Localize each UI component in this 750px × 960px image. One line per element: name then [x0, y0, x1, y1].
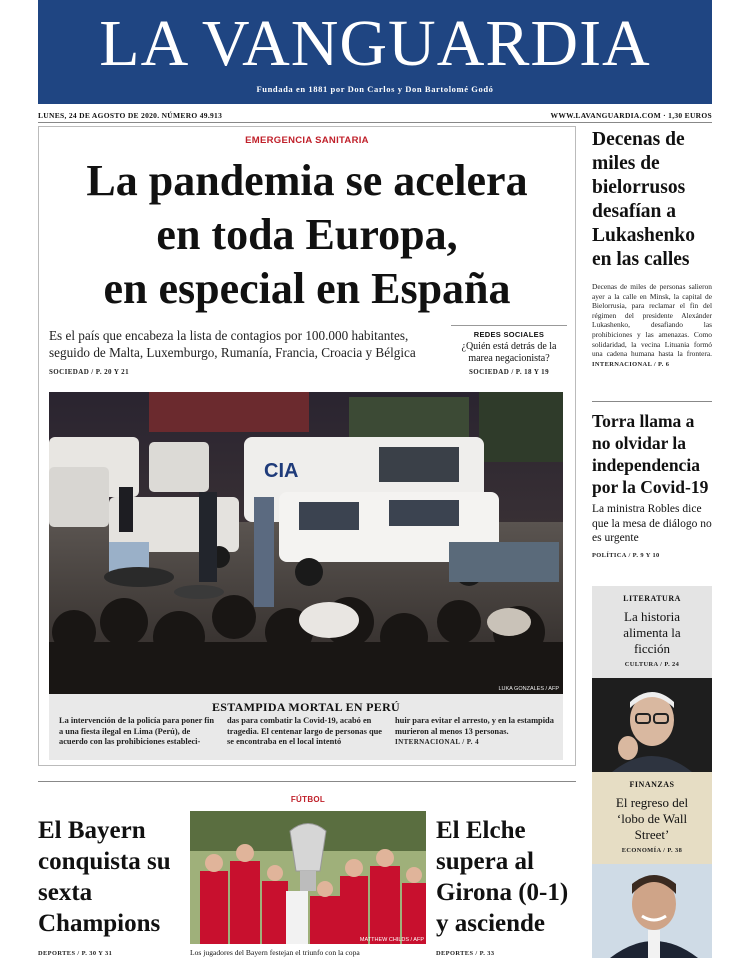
divider [38, 781, 576, 782]
torra-subhead: La ministra Robles dice que la mesa de diálogo no es urgente [592, 503, 712, 544]
torra-story [592, 410, 712, 559]
peru-stampede-photo [49, 392, 563, 694]
photo-credit: LUKA GONZALES / AFP [498, 686, 559, 692]
side-column [592, 128, 712, 369]
caption-text: huir para evitar el arresto, y en la estampida murieron al menos 13 personas. [395, 716, 554, 736]
date-and-issue: LUNES, 24 DE AGOSTO DE 2020. NÚMERO 49.913 [38, 111, 223, 120]
finance-section-ref: ECONOMÍA / P. 38 [621, 847, 683, 854]
headline-line: La pandemia se acelera [86, 156, 528, 205]
literature-box[interactable] [592, 586, 712, 678]
teaser-text: ¿Quién está detrás de la marea negacionista? [461, 341, 557, 364]
wolf-portrait [592, 864, 712, 958]
teaser-kicker: REDES SOCIALES [473, 330, 545, 339]
bayern-headline[interactable]: El Bayern conquista su sexta Champions [38, 817, 171, 937]
bayern-celebration-photo [190, 811, 426, 944]
caption-section-ref[interactable]: INTERNACIONAL / P. 4 [395, 738, 479, 747]
finance-text: El regreso del ‘lobo de Wall Street’ [615, 795, 689, 842]
belarus-body [592, 282, 712, 369]
teaser-section-ref: SOCIEDAD / P. 18 Y 19 [469, 368, 549, 376]
belarus-section-ref[interactable]: INTERNACIONAL / P. 6 [592, 360, 670, 368]
wolf-photo[interactable] [592, 864, 712, 958]
belarus-text: Decenas de miles de personas salieron ayer a la calle en Minsk, la capital de Bielorrusia, para reclamar el fin del régimen del presidente Alexánder Lukashenko, desafiando las prohibiciones y las amenazas. Como solidaridad, la vecina Lituania formó una cadena humana hasta la frontera. [592, 282, 712, 359]
photo-title: ESTAMPIDA MORTAL EN PERÚ [211, 700, 400, 714]
finance-box[interactable] [592, 772, 712, 864]
main-standfirst: Es el país que encabeza la lista de contagios por 100.000 habitantes, seguido de Malta, Luxemburgo, Rumanía, Francia, Croacia y Bélgica [49, 328, 416, 360]
social-teaser[interactable] [451, 325, 567, 376]
literature-kicker: LITERATURA [623, 594, 681, 603]
football-kicker: FÚTBOL [290, 795, 326, 804]
main-photo[interactable] [49, 392, 563, 694]
torra-section-ref[interactable]: POLÍTICA / P. 9 Y 10 [592, 551, 660, 559]
main-kicker: EMERGENCIA SANITARIA [245, 135, 369, 146]
website-and-price: WWW.LAVANGUARDIA.COM · 1,30 EUROS [550, 111, 712, 120]
masthead[interactable] [38, 0, 712, 104]
newspaper-logo[interactable]: LA VANGUARDIA [99, 7, 651, 80]
caption-column-3 [395, 716, 555, 748]
bayern-photo[interactable] [190, 811, 426, 944]
caption-column-2: das para combatir la Covid-19, acabó en tragedia. El centenar largo de personas que se encontraba en el local intentó [227, 716, 383, 747]
author-photo[interactable] [592, 678, 712, 772]
main-section-ref[interactable]: SOCIEDAD / P. 20 Y 21 [49, 368, 129, 376]
headline-line: en especial en España [103, 264, 511, 313]
belarus-headline[interactable]: Decenas de miles de bielorrusos desafían a Lukashenko en las calles [592, 129, 695, 270]
bayern-photo-credit: MATTHEW CHILDS / AFP [359, 937, 424, 943]
author-portrait [592, 678, 712, 772]
literature-text: La historia alimenta la ficción [623, 609, 681, 656]
literature-section-ref: CULTURA / P. 24 [624, 661, 680, 668]
caption-column-1: La intervención de la policía para poner fin a una fiesta ilegal en Lima (Perú), de acuerdo con las prohibiciones estableci- [59, 716, 215, 747]
bayern-photo-caption: Los jugadores del Bayern festejan el triunfo con la copa [190, 948, 360, 957]
main-headline[interactable] [39, 154, 575, 316]
torra-headline[interactable]: Torra llama a no olvidar la independencia por la Covid-19 [592, 411, 709, 497]
elche-headline[interactable]: El Elche supera al Girona (0-1) y asciende [436, 817, 569, 937]
divider [592, 401, 712, 402]
elche-section-ref[interactable]: DEPORTES / P. 33 [436, 950, 495, 957]
photo-caption-box [49, 694, 563, 760]
main-story [38, 126, 576, 766]
svg-text:CIA: CIA [264, 460, 299, 482]
headline-line: en toda Europa, [156, 210, 458, 259]
bayern-section-ref[interactable]: DEPORTES / P. 30 Y 31 [38, 950, 113, 957]
divider [38, 122, 712, 123]
finance-kicker: FINANZAS [629, 780, 675, 789]
founded-line: Fundada en 1881 por Don Carlos y Don Bartolomé Godó [256, 84, 494, 94]
